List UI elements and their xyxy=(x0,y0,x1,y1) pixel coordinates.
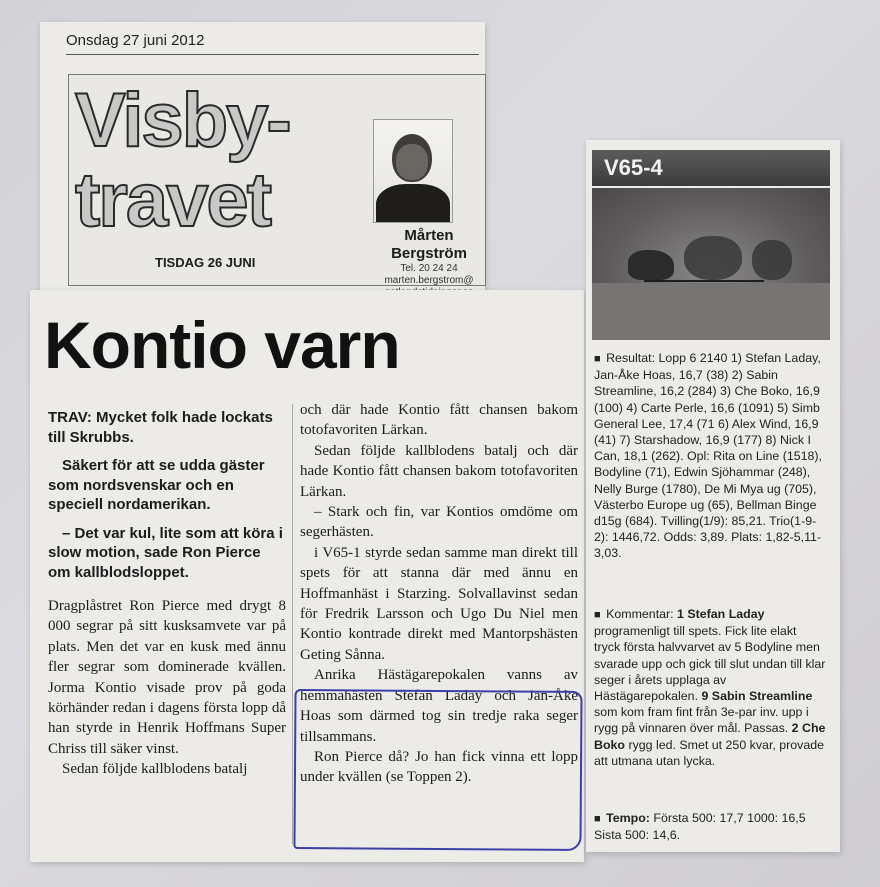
lead-paragraph: Säkert för att se udda gäster som nordsvenskar och en speciell nordamerikan. xyxy=(48,457,265,513)
comment-text-1: programenligt till spets. Fick lite elakt tryck första halvvarvet av 5 Bodyline men svarade upp och gick till slut undan till klar seger i årets upplaga av Hästägarepokalen. xyxy=(594,624,826,704)
tempo-label: Tempo: xyxy=(606,811,650,825)
race-photo xyxy=(592,188,830,340)
handwritten-ink-outline xyxy=(293,689,582,851)
tempo-text: Första 500: 17,7 1000: 16,5 Sista 500: 14,6. xyxy=(594,811,806,843)
comment-horse-2: 9 Sabin Streamline xyxy=(701,689,813,704)
comment-label: Kommentar: xyxy=(606,607,674,621)
divider xyxy=(66,54,479,55)
author-first-name: Mårten xyxy=(404,227,454,244)
article-clipping xyxy=(30,290,584,862)
masthead-clipping xyxy=(40,22,485,294)
comment-paragraph xyxy=(594,606,826,769)
lead-paragraph: TRAV: Mycket folk hade lockats till Skrubbs. xyxy=(48,409,273,446)
body-paragraph: Sedan följde kallblodens batalj xyxy=(62,761,248,778)
author-photo xyxy=(373,119,453,223)
column-divider xyxy=(292,404,293,844)
bullet-square-icon: ■ xyxy=(594,353,601,365)
author-last-name: Bergström xyxy=(391,245,467,262)
results-label: Resultat: xyxy=(606,351,656,365)
bullet-square-icon: ■ xyxy=(594,813,601,825)
body-paragraph: Sedan följde kallblodens batalj och där hade Kontio fått chansen bakom totofavoriten Lärkan. xyxy=(300,442,578,500)
race-title: V65-4 xyxy=(592,150,830,186)
bullet-square-icon: ■ xyxy=(594,609,601,621)
comment-horse-1: 1 Stefan Laday xyxy=(677,607,765,621)
results-paragraph xyxy=(594,350,826,562)
body-paragraph: Anrika Hästägarepokalen vanns av hemmahästen Stefan Laday och Jan-Åke Hoas som därmed tog sin tredje raka seger tillsammans. xyxy=(300,667,578,745)
author-email-line-1: marten.bergstrom@ xyxy=(384,275,474,286)
publication-date: Onsdag 27 juni 2012 xyxy=(66,32,205,49)
tempo-paragraph xyxy=(594,810,826,843)
body-paragraph: Ron Pierce då? Jo han fick vinna ett lopp under kvällen (se Toppen 2). xyxy=(300,748,578,786)
comment-horse-3: 2 Che Boko xyxy=(594,721,826,752)
masthead-title-line-1: Visby- xyxy=(75,78,290,163)
comment-text-3: rygg led. Smet ut 250 kvar, provade att utmana utan lycka. xyxy=(594,737,825,768)
body-paragraph: – Stark och fin, var Kontios omdöme om segerhästen. xyxy=(300,504,578,541)
body-paragraph: i V65-1 styrde sedan samme man direkt till spets för att stanna där med ännu en Hoffmanhäst i Starzing. Solvallavinst sedan för Fredrik Larsson och Ugo Du Niel men Kontio kontrade direkt med Mantorpshästen Geting Sånna. xyxy=(300,544,578,663)
comment-text-2: som kom fram fint från 3e-par inv. upp i rygg på vinnaren över mål. Passas. xyxy=(594,705,809,736)
body-paragraph: och där hade Kontio fått chansen bakom totofavoriten Lärkan. xyxy=(300,402,578,439)
masthead-title-line-2: travet xyxy=(75,158,270,243)
article-column-1 xyxy=(48,408,286,780)
body-paragraph: Dragplåstret Ron Pierce med drygt 8 000 segrar på sitt kusksamvete var på plats. Men det var en kusk med ännu fler segrar som dominerade kvällen. Jorma Kontio visade prov på goda körhänder redan i dagens första lopp då han styrde in Henrik Hoffmans Super Chriss till säker vinst. xyxy=(48,598,286,757)
article-headline: Kontio varn xyxy=(44,308,400,382)
lead-paragraph: – Det var kul, lite som att köra i slow motion, sade Ron Pierce om kallblodsloppet. xyxy=(48,524,283,581)
race-results-clipping xyxy=(586,140,840,852)
author-phone: Tel. 20 24 24 xyxy=(400,263,458,274)
column-header-box xyxy=(68,74,486,286)
article-lead xyxy=(48,408,286,582)
author-byline xyxy=(369,227,489,299)
article-body xyxy=(48,596,286,780)
results-text: Lopp 6 2140 1) Stefan Laday, Jan-Åke Hoas, 16,7 (38) 2) Sabin Streamline, 16,2 (284) 3) Che Boko, 16,9 (100) 4) Carte Perle, 16,6 (1091) 5) Simb General Lee, 17,4 (71 6) Alex Wind, 16,9 (41) 7) Starshadow, 16,9 (177) 8) Nick I Can, 18,1 (262). Opl: Rita on Line (1518), Bodyline (71), Edwin Sjöhammar (248), Nelly Burge (1780), De Mi Mya ug (705), Västerbo Europe ug (65), Bellman Binge d15g (684). Tvilling(1/9): 85,21. Trio(1-9-2): 1446,72. Odds: 3,89. Plats: 1,82-5,11-3,03. xyxy=(594,351,822,561)
event-day: TISDAG 26 JUNI xyxy=(155,255,256,270)
